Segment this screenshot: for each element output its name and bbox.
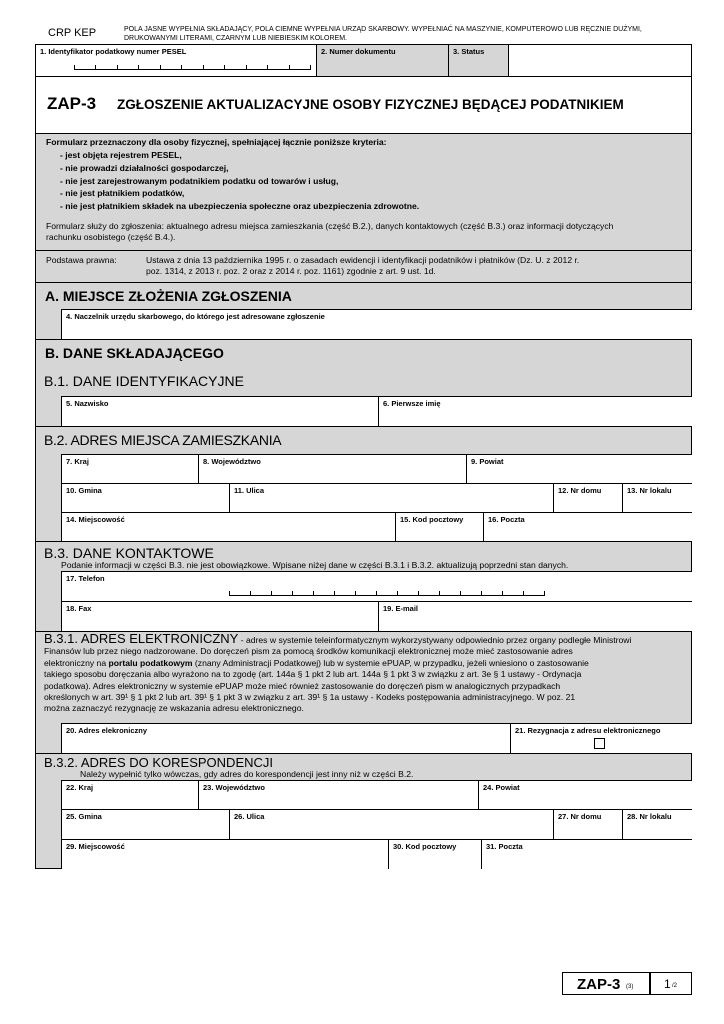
b31-text-line-7: można zaznaczyć rezygnację ze wskazania adresu elektronicznego.: [44, 703, 304, 714]
section-b3-note: Podanie informacji w części B.3. nie jest obowiązkowe. Wpisane niżej dane w części B.3.1 i B.3.2. aktualizują poprzedni stan danych.: [61, 560, 569, 570]
section-b32-note: Należy wypełnić tylko wówczas, gdy adres do korespondencji jest inny niż w części B.2.: [80, 769, 414, 779]
b31-text-line-3c: (znany Administracji Podatkowej) lub w systemie ePUAP, w przypadku, jeżeli wniesiono o zastosowanie: [192, 657, 589, 668]
criteria-intro: Formularz przeznaczony dla osoby fizycznej, spełniającej łącznie poniższe kryteria:: [46, 137, 387, 147]
status-label: 3. Status: [453, 47, 485, 56]
tax-office-field[interactable]: [61, 309, 692, 339]
b31-text-line-3a: elektroniczny na: [44, 657, 109, 668]
post-office-field[interactable]: [483, 512, 692, 541]
resignation-field: [510, 723, 692, 753]
legal-basis-box: [35, 251, 692, 283]
corr-house-number-label: 27. Nr domu: [558, 812, 602, 821]
b31-text-line-6: określonych w art. 39¹ § 1 pkt 2 lub art. 39¹ § 1 pkt 3 w związku z art. 39¹ § 1a ustawy - Kodeks postępowania administracyjnego. W poz. 21: [44, 692, 576, 703]
corr-commune-label: 25. Gmina: [66, 812, 102, 821]
instructions-line-2: DRUKOWANYMI LITERAMI, CZARNYM LUB NIEBIESKIM KOLOREM.: [124, 34, 347, 42]
criteria-item: - jest objęta rejestrem PESEL,: [60, 150, 182, 160]
corr-locality-field[interactable]: [61, 839, 388, 869]
apartment-number-field[interactable]: [622, 483, 692, 512]
voivodeship-field[interactable]: [198, 454, 466, 483]
section-divider: [35, 753, 692, 754]
b31-text-line-1: - adres w systemie teleinformatycznym wykorzystywany odpowiednio przez organy podległe Ministrowi: [238, 635, 632, 645]
surname-label: 5. Nazwisko: [66, 399, 109, 408]
corr-street-label: 26. Ulica: [234, 812, 265, 821]
purpose-line-2: rachunku osobistego (część B.4.).: [46, 232, 176, 242]
phone-label: 17. Telefon: [66, 574, 105, 583]
corr-house-number-field[interactable]: [553, 809, 622, 839]
phone-digit-boxes: [229, 590, 545, 596]
corr-post-office-label: 31. Poczta: [486, 842, 523, 851]
footer-page-number: [650, 972, 692, 995]
house-number-label: 12. Nr domu: [558, 486, 602, 495]
email-field[interactable]: [378, 601, 692, 631]
document-number-field: [316, 45, 448, 76]
title-box: [35, 76, 692, 133]
street-label: 11. Ulica: [234, 486, 265, 495]
footer-form-code: [562, 972, 650, 995]
county-label: 9. Powiat: [471, 457, 504, 466]
corr-postal-code-field[interactable]: [388, 839, 481, 869]
pesel-digit-boxes: [74, 64, 311, 70]
section-divider: [35, 426, 692, 427]
tax-office-label: 4. Naczelnik urzędu skarbowego, do którego jest adresowane zgłoszenie: [66, 312, 325, 321]
corr-county-label: 24. Powiat: [483, 783, 520, 792]
phone-field[interactable]: [61, 571, 692, 601]
corr-post-office-field[interactable]: [481, 839, 692, 869]
section-b2-title: B.2. ADRES MIEJSCA ZAMIESZKANIA: [44, 432, 282, 448]
postal-code-field[interactable]: [395, 512, 483, 541]
criteria-item: - nie prowadzi działalności gospodarczej,: [60, 162, 229, 173]
form-title: ZGŁOSZENIE AKTUALIZACYJNE OSOBY FIZYCZNEJ BĘDĄCEJ PODATNIKIEM: [117, 97, 624, 112]
postal-code-label: 15. Kod pocztowy: [400, 515, 464, 524]
corr-commune-field[interactable]: [61, 809, 229, 839]
page-current: 1: [664, 977, 671, 991]
county-field[interactable]: [466, 454, 692, 483]
criteria-item: - nie jest płatnikiem podatków,: [60, 188, 185, 199]
corr-voivodeship-label: 23. Województwo: [203, 783, 265, 792]
legal-line-1: Ustawa z dnia 13 października 1995 r. o zasadach ewidencji i identyfikacji podatników i płatników (Dz. U. z 2012 r.: [146, 255, 580, 265]
legal-basis-text: [146, 255, 686, 277]
status-field: [448, 45, 509, 76]
locality-field[interactable]: [61, 512, 395, 541]
country-field[interactable]: [61, 454, 198, 483]
commune-field[interactable]: [61, 483, 229, 512]
corr-voivodeship-field[interactable]: [198, 780, 478, 809]
pesel-field-label: 1. Identyfikator podatkowy numer PESEL: [40, 47, 187, 56]
footer-code: ZAP-3: [577, 976, 621, 993]
form-code: ZAP-3: [47, 94, 97, 113]
page-total: /2: [672, 983, 678, 989]
criteria-item: - nie jest płatnikiem składek na ubezpieczenia społeczne oraz ubezpieczenia zdrowotne.: [60, 201, 420, 212]
section-b31-title: B.3.1. ADRES ELEKTRONICZNY: [44, 631, 239, 646]
form-instructions: [124, 26, 714, 43]
document-number-label: 2. Numer dokumentu: [321, 47, 396, 56]
form-purpose: [46, 221, 686, 243]
corr-locality-label: 29. Miejscowość: [66, 842, 125, 851]
street-field[interactable]: [229, 483, 553, 512]
section-divider: [35, 541, 692, 542]
commune-label: 10. Gmina: [66, 486, 102, 495]
legal-line-2: poz. 1314, z 2013 r. poz. 2 oraz z 2014 r. poz. 1161) zgodnie z art. 9 ust. 1d.: [146, 266, 436, 276]
corr-apartment-number-field[interactable]: [622, 809, 692, 839]
pesel-field[interactable]: [36, 45, 316, 76]
corr-country-label: 22. Kraj: [66, 783, 94, 792]
section-b-title: B. DANE SKŁADAJĄCEGO: [45, 345, 224, 361]
b31-text-line-5: podatkowa). Adres elektroniczny w systemie ePUAP może mieć również zastosowanie do doręczeń pism w analogicznych przypadkach: [44, 680, 561, 691]
section-divider: [35, 339, 692, 340]
apartment-number-label: 13. Nr lokalu: [627, 486, 672, 495]
corr-county-field[interactable]: [478, 780, 692, 809]
section-b31-text: [44, 633, 682, 715]
resignation-checkbox[interactable]: [594, 738, 605, 749]
email-label: 19. E-mail: [383, 604, 419, 613]
corr-country-field[interactable]: [61, 780, 198, 809]
criteria-item: - nie jest zarejestrowanym podatnikiem podatku od towarów i usług,: [60, 175, 339, 186]
instructions-line-1: POLA JASNE WYPEŁNIA SKŁADAJĄCY, POLA CIEMNE WYPEŁNIA URZĄD SKARBOWY. WYPEŁNIAĆ NA MASZYNIE, KOMPUTEROWO LUB RĘCZNIE DUŻYMI,: [124, 26, 642, 33]
locality-label: 14. Miejscowość: [66, 515, 125, 524]
resignation-label: 21. Rezygnacja z adresu elektronicznego: [515, 726, 661, 735]
first-name-label: 6. Pierwsze imię: [383, 399, 441, 408]
section-b1-title: B.1. DANE IDENTYFIKACYJNE: [44, 373, 244, 389]
corr-postal-code-label: 30. Kod pocztowy: [393, 842, 457, 851]
corr-street-field[interactable]: [229, 809, 553, 839]
legal-basis-label: Podstawa prawna:: [46, 255, 117, 265]
fax-field[interactable]: [61, 601, 378, 631]
post-office-label: 16. Poczta: [488, 515, 525, 524]
corr-apartment-number-label: 28. Nr lokalu: [627, 812, 672, 821]
country-label: 7. Kraj: [66, 457, 89, 466]
crp-kep-label: CRP KEP: [48, 27, 97, 39]
footer-version: (3): [626, 984, 634, 990]
house-number-field[interactable]: [553, 483, 622, 512]
section-a-title: A. MIEJSCE ZŁOŻENIA ZGŁOSZENIA: [45, 288, 292, 304]
surname-field[interactable]: [61, 396, 378, 426]
section-b32-title: B.3.2. ADRES DO KORESPONDENCJI: [44, 755, 274, 770]
b31-text-line-4: takiego sposobu doręczania albo wyrażono na to zgodę (art. 144a § 1 pkt 2 lub art. 144a § 1 pkt 3 w związku z art. 3e § 1 ustawy - Ordynacja: [44, 669, 582, 680]
section-b3-title: B.3. DANE KONTAKTOWE: [44, 545, 214, 561]
criteria-box: [35, 133, 692, 251]
voivodeship-label: 8. Województwo: [203, 457, 261, 466]
electronic-address-label: 20. Adres elekroniczny: [66, 726, 148, 735]
tax-portal-term: portalu podatkowym: [108, 657, 193, 668]
electronic-address-field[interactable]: [61, 723, 510, 753]
first-name-field[interactable]: [378, 396, 692, 426]
criteria-list: [60, 149, 419, 213]
b31-text-line-2: Finansów lub przez niego nadzorowane. Do doręczeń pism za pomocą środków komunikacji elektronicznej może mieć zastosowanie adres: [44, 646, 573, 657]
purpose-line-1: Formularz służy do zgłoszenia: aktualnego adresu miejsca zamieszkania (część B.2.), danych kontaktowych (część B.3.) oraz informacji dotyczących: [46, 221, 614, 231]
fax-label: 18. Fax: [66, 604, 92, 613]
